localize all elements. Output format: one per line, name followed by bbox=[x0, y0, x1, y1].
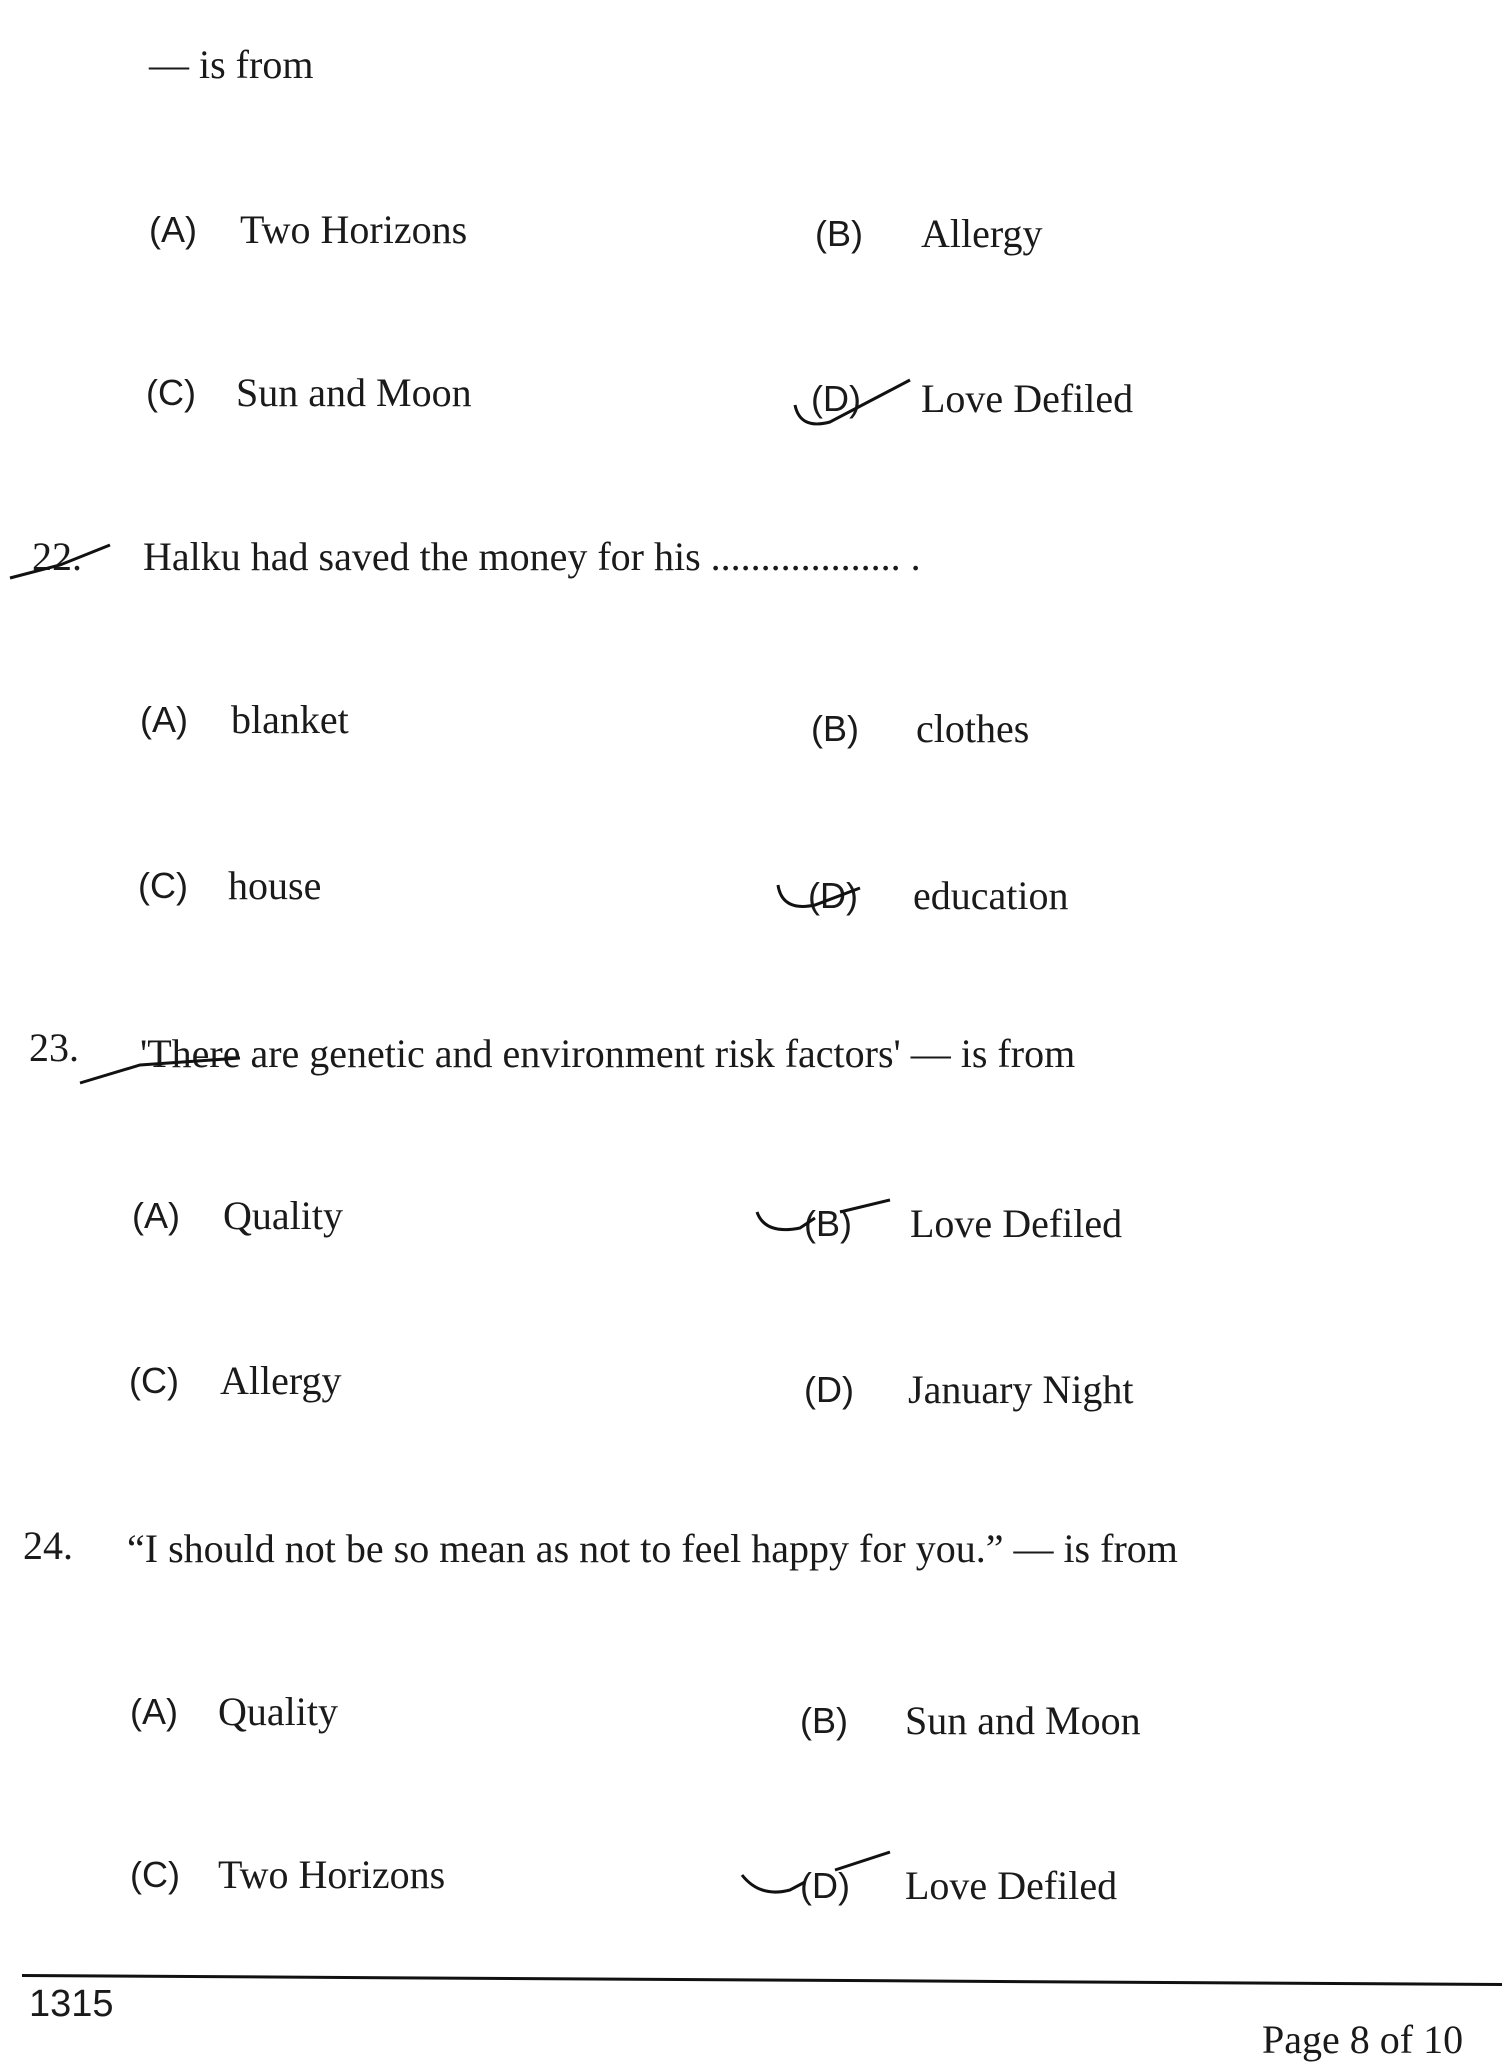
question-stem: 'There are genetic and environment risk factors' — is from bbox=[140, 1031, 1076, 1076]
option-label: (D) bbox=[800, 1865, 850, 1906]
option-text: January Night bbox=[908, 1367, 1134, 1412]
option-text: Quality bbox=[218, 1689, 338, 1734]
footer-code: 1315 bbox=[29, 1983, 114, 2025]
option-label: (A) bbox=[140, 699, 188, 740]
question-21-stem: — is from bbox=[149, 42, 314, 87]
option-label: (C) bbox=[138, 865, 188, 906]
option-label: (B) bbox=[804, 1203, 852, 1244]
option-label: (A) bbox=[149, 209, 197, 250]
option-text: Love Defiled bbox=[910, 1201, 1123, 1246]
option-text: Allergy bbox=[220, 1358, 342, 1403]
option-label: (B) bbox=[815, 213, 863, 254]
option-label: (C) bbox=[146, 372, 196, 413]
page-number: Page 8 of 10 bbox=[1262, 2017, 1464, 2062]
option-label: (A) bbox=[130, 1691, 178, 1732]
option-text: Two Horizons bbox=[240, 207, 468, 252]
option-label: (D) bbox=[804, 1369, 854, 1410]
option-text: Love Defiled bbox=[921, 376, 1134, 421]
question-number: 24. bbox=[23, 1523, 73, 1568]
option-label: (B) bbox=[800, 1700, 848, 1741]
option-label: (B) bbox=[811, 708, 859, 749]
option-label: (D) bbox=[808, 875, 858, 916]
option-text: education bbox=[913, 873, 1069, 918]
option-label: (C) bbox=[130, 1854, 180, 1895]
option-text: Love Defiled bbox=[905, 1863, 1118, 1908]
option-label: (D) bbox=[811, 378, 861, 419]
question-stem: Halku had saved the money for his ................... . bbox=[143, 534, 921, 579]
option-text: Two Horizons bbox=[218, 1852, 446, 1897]
option-text: house bbox=[228, 863, 322, 908]
question-number: 22. bbox=[32, 534, 82, 579]
option-text: Quality bbox=[223, 1193, 343, 1238]
question-number: 23. bbox=[29, 1025, 79, 1070]
option-text: Sun and Moon bbox=[236, 370, 472, 415]
question-stem: “I should not be so mean as not to feel happy for you.” — is from bbox=[127, 1526, 1178, 1571]
footer-divider bbox=[22, 1974, 1502, 1986]
option-text: blanket bbox=[231, 697, 349, 742]
option-text: Allergy bbox=[921, 211, 1043, 256]
option-label: (A) bbox=[132, 1195, 180, 1236]
option-text: Sun and Moon bbox=[905, 1698, 1141, 1743]
option-label: (C) bbox=[129, 1360, 179, 1401]
option-text: clothes bbox=[916, 706, 1030, 751]
